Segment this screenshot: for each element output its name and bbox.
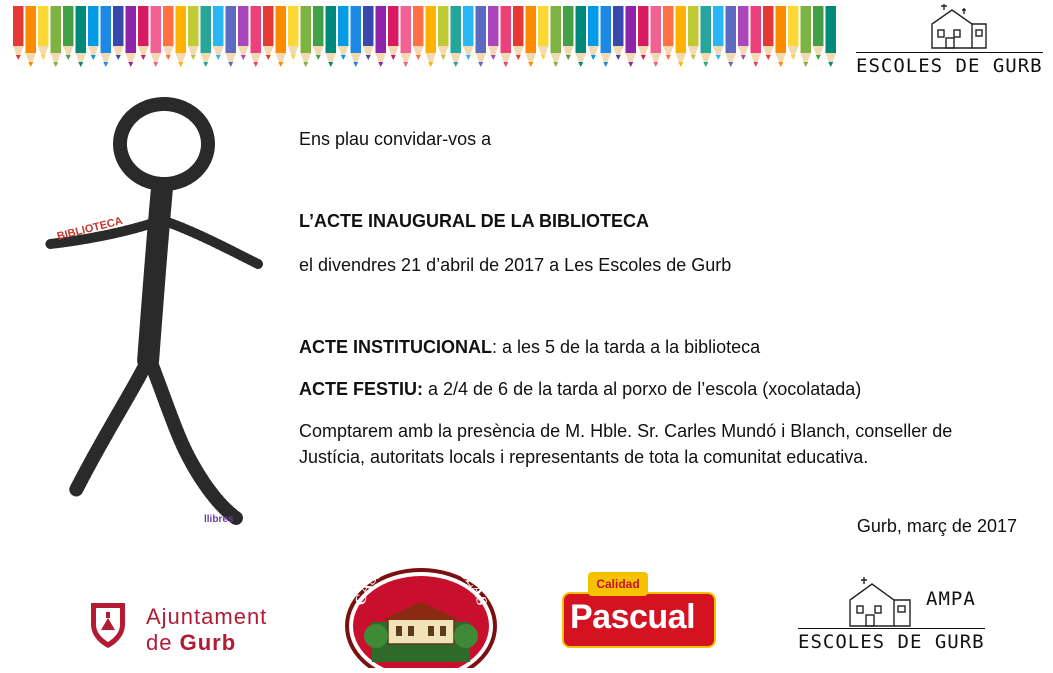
pencil-shape <box>826 6 837 67</box>
pencil-shape <box>188 6 199 60</box>
festive-act-label: ACTE FESTIU: <box>299 379 423 399</box>
pencil-shape <box>338 6 349 60</box>
invitation-intro: Ens plau convidar-vos a <box>299 129 492 149</box>
pencil-shape <box>451 6 462 67</box>
colored-pencils-banner <box>12 6 844 80</box>
pencil-shape <box>288 6 299 60</box>
pencil-shape <box>13 6 24 60</box>
pencil-shape <box>263 6 274 60</box>
pascual-name: Pascual <box>570 598 696 636</box>
letter-figure-image <box>36 92 276 532</box>
pencil-shape <box>51 6 62 67</box>
casa-tarradellas-text: CASA ELLAS <box>352 566 490 607</box>
pascual-logo <box>562 572 718 652</box>
pencil-shape <box>538 6 549 60</box>
pencil-shape <box>26 6 37 67</box>
shield-icon <box>88 600 128 650</box>
pascual-tag: Calidad <box>588 572 648 596</box>
pencil-shape <box>501 6 512 67</box>
pencil-shape <box>788 6 799 60</box>
pencil-shape <box>776 6 787 67</box>
pencil-shape <box>726 6 737 67</box>
pencil-shape <box>351 6 362 67</box>
pencil-shape <box>38 6 49 60</box>
institutional-act-label: ACTE INSTITUCIONAL <box>299 337 492 357</box>
casa-tarradellas-logo <box>342 566 500 668</box>
pencil-shape <box>676 6 687 67</box>
pencil-shape <box>513 6 524 60</box>
ajuntament-line2 <box>146 630 236 656</box>
pencil-shape <box>401 6 412 67</box>
pencil-shape <box>751 6 762 67</box>
pencil-shape <box>763 6 774 60</box>
pencil-shape <box>663 6 674 60</box>
event-title: L’ACTE INAUGURAL DE LA BIBLIOTECA <box>299 211 649 231</box>
pencil-shape <box>88 6 99 60</box>
pencil-shape <box>813 6 824 60</box>
pencil-shape <box>588 6 599 60</box>
pencil-shape <box>563 6 574 60</box>
ajuntament-gurb: Gurb <box>179 630 237 655</box>
ampa-house-icon <box>842 574 918 628</box>
pencil-shape <box>438 6 449 60</box>
pencil-shape <box>388 6 399 60</box>
festive-act-detail: a 2/4 de 6 de la tarda al porxo de l’escola (xocolatada) <box>423 379 862 399</box>
festive-act-line <box>299 378 861 400</box>
pencil-shape <box>376 6 387 67</box>
pencil-shape <box>551 6 562 67</box>
institutional-act-detail: : a les 5 de la tarda a la biblioteca <box>492 337 761 357</box>
pencil-shape <box>363 6 374 60</box>
ampa-logo <box>798 574 1008 660</box>
pencil-shape <box>113 6 124 60</box>
pencil-shape <box>213 6 224 60</box>
pencil-shape <box>301 6 312 67</box>
school-logo-text: ESCOLES DE GURB <box>856 52 1043 77</box>
pencil-shape <box>426 6 437 67</box>
pencil-shape <box>526 6 537 67</box>
pencil-shape <box>576 6 587 67</box>
colored-pencils-image <box>12 6 844 80</box>
casa-tarradellas-emblem <box>342 566 500 668</box>
pencil-shape <box>601 6 612 67</box>
pencil-shape <box>463 6 474 60</box>
pencil-shape <box>638 6 649 60</box>
figure-foot-word: llibres <box>204 514 234 525</box>
pencil-shape <box>713 6 724 60</box>
pencil-shape <box>138 6 149 60</box>
ajuntament-de: de <box>146 630 180 655</box>
ampa-school-text: ESCOLES DE GURB <box>798 628 985 653</box>
pencil-shape <box>151 6 162 67</box>
ampa-word: AMPA <box>926 588 976 610</box>
ajuntament-line1: Ajuntament <box>146 604 268 629</box>
pencil-shape <box>76 6 87 67</box>
event-date: el divendres 21 d’abril de 2017 a Les Escoles de Gurb <box>299 255 732 275</box>
pencil-shape <box>651 6 662 67</box>
pencil-shape <box>738 6 749 60</box>
pencil-shape <box>701 6 712 67</box>
signoff-date: Gurb, març de 2017 <box>856 516 1017 536</box>
pencil-shape <box>226 6 237 67</box>
pencil-shape <box>63 6 74 60</box>
pencil-shape <box>488 6 499 60</box>
pencil-shape <box>276 6 287 67</box>
pencil-shape <box>251 6 262 67</box>
presence-paragraph: Comptarem amb la presència de M. Hble. Sr. Carles Mundó i Blanch, conseller de Justícia, autoritats locals i representants de tota la comunitat educativa. <box>299 421 953 467</box>
pencil-shape <box>163 6 174 60</box>
pencil-shape <box>326 6 337 67</box>
pencil-shape <box>313 6 324 60</box>
ajuntament-gurb-logo <box>88 598 288 660</box>
pencil-shape <box>613 6 624 60</box>
figure-arm-word: BIBLIOTECA <box>55 215 124 243</box>
pencil-shape <box>201 6 212 67</box>
pencil-shape <box>688 6 699 60</box>
pencil-shape <box>801 6 812 67</box>
pencil-shape <box>176 6 187 67</box>
pencil-shape <box>626 6 637 67</box>
pencil-shape <box>126 6 137 67</box>
pencil-shape <box>413 6 424 60</box>
school-house-icon <box>924 2 994 52</box>
walking-figure-illustration <box>36 92 276 532</box>
pencil-shape <box>101 6 112 67</box>
pencil-shape <box>476 6 487 67</box>
pencil-shape <box>238 6 249 60</box>
school-logo <box>852 2 1048 80</box>
institutional-act-line <box>299 336 760 358</box>
